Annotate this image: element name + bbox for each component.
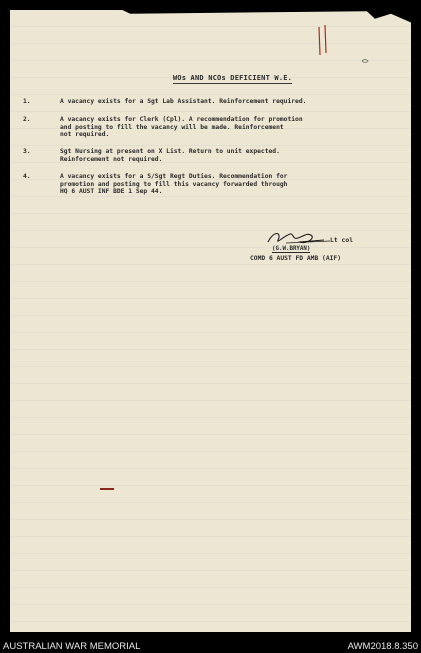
item-text: Sgt Nursing at present on X List. Return to unit expected. Reinforcement not required. xyxy=(60,148,280,163)
item-number: 1. xyxy=(23,98,31,105)
item-text: A vacancy exists for Clerk (Cpl). A recommendation for promotion and posting to fill the vacancy will be made. Reinforcement not required. xyxy=(60,116,303,139)
signatory-name: (G.W.BRYAN) xyxy=(272,246,311,252)
red-dash-mark xyxy=(100,488,114,490)
accession-number: AWM2018.8.350 xyxy=(347,641,418,652)
institution-label: AUSTRALIAN WAR MEMORIAL xyxy=(3,641,141,652)
signatory-rank: Lt col xyxy=(330,236,354,244)
handwritten-signature xyxy=(264,228,334,248)
item-number: 3. xyxy=(23,148,31,155)
item-number: 2. xyxy=(23,116,31,123)
paper-fold-mark xyxy=(361,58,369,64)
item-number: 4. xyxy=(23,173,31,180)
red-ink-marks xyxy=(316,25,330,59)
item-text: A vacancy exists for a S/Sgt Regt Duties. Recommendation for promotion and posting to fill this vacancy forwarded through HQ 6 AUST INF BDE 1 Sep 44. xyxy=(60,173,288,196)
document-heading: WOs AND NCOs DEFICIENT W.E. xyxy=(172,74,293,82)
signatory-command: COMD 6 AUST FD AMB (AIF) xyxy=(250,255,341,262)
item-text: A vacancy exists for a Sgt Lab Assistant. Reinforcement required. xyxy=(60,98,307,105)
signature-block xyxy=(250,228,400,278)
